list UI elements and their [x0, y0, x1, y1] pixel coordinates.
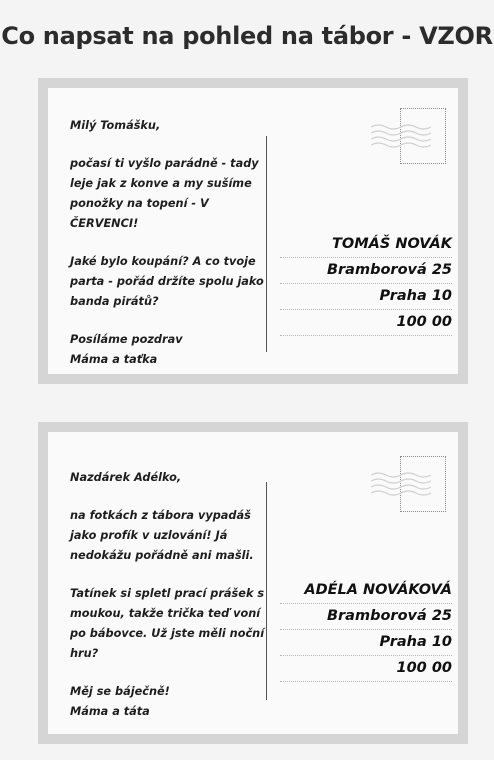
message-paragraph: Tatínek si spletl prací prášek s moukou, takže trička teď voní po bábovce. Už jste měli noční hru? — [70, 587, 265, 660]
address-street: Bramborová 25 — [280, 258, 452, 284]
message-paragraph: na fotkách z tábora vypadáš jako profík v uzlování! Já nedokážu pořádně ani mašli. — [70, 509, 254, 562]
address-zip: 100 00 — [280, 310, 452, 336]
postmark-waves-icon — [371, 469, 431, 501]
postcard-divider — [266, 136, 267, 352]
postcard-1 — [38, 78, 468, 384]
address-city: Praha 10 — [280, 630, 452, 656]
postcard-face — [48, 88, 458, 374]
address-zip: 100 00 — [280, 656, 452, 682]
message-paragraph: Jaké bylo koupání? A co tvoje parta - pořád držíte spolu jako banda pirátů? — [70, 255, 264, 308]
address-block — [280, 578, 452, 682]
recipient-name: TOMÁŠ NOVÁK — [280, 232, 452, 258]
address-city: Praha 10 — [280, 284, 452, 310]
postcard-message — [70, 116, 270, 388]
postmark-waves-icon — [371, 121, 431, 153]
postcard-message — [70, 468, 270, 740]
greeting: Milý Tomášku, — [70, 119, 161, 132]
address-block — [280, 232, 452, 336]
postcard-2 — [38, 422, 468, 744]
signature: Posíláme pozdrav Máma a taťka — [70, 333, 183, 366]
page-title: Co napsat na pohled na tábor - VZOR — [1, 22, 493, 50]
postcard-divider — [266, 482, 267, 700]
postcard-face — [48, 432, 458, 734]
address-street: Bramborová 25 — [280, 604, 452, 630]
signature: Měj se báječně! Máma a táta — [70, 685, 170, 718]
message-paragraph: počasí ti vyšlo parádně - tady leje jak z konve a my sušíme ponožky na topení - V ČERVENCI! — [70, 157, 259, 230]
stamp-placeholder — [400, 456, 446, 512]
greeting: Nazdárek Adélko, — [70, 471, 182, 484]
stamp-placeholder — [400, 108, 446, 164]
recipient-name: ADÉLA NOVÁKOVÁ — [280, 578, 452, 604]
